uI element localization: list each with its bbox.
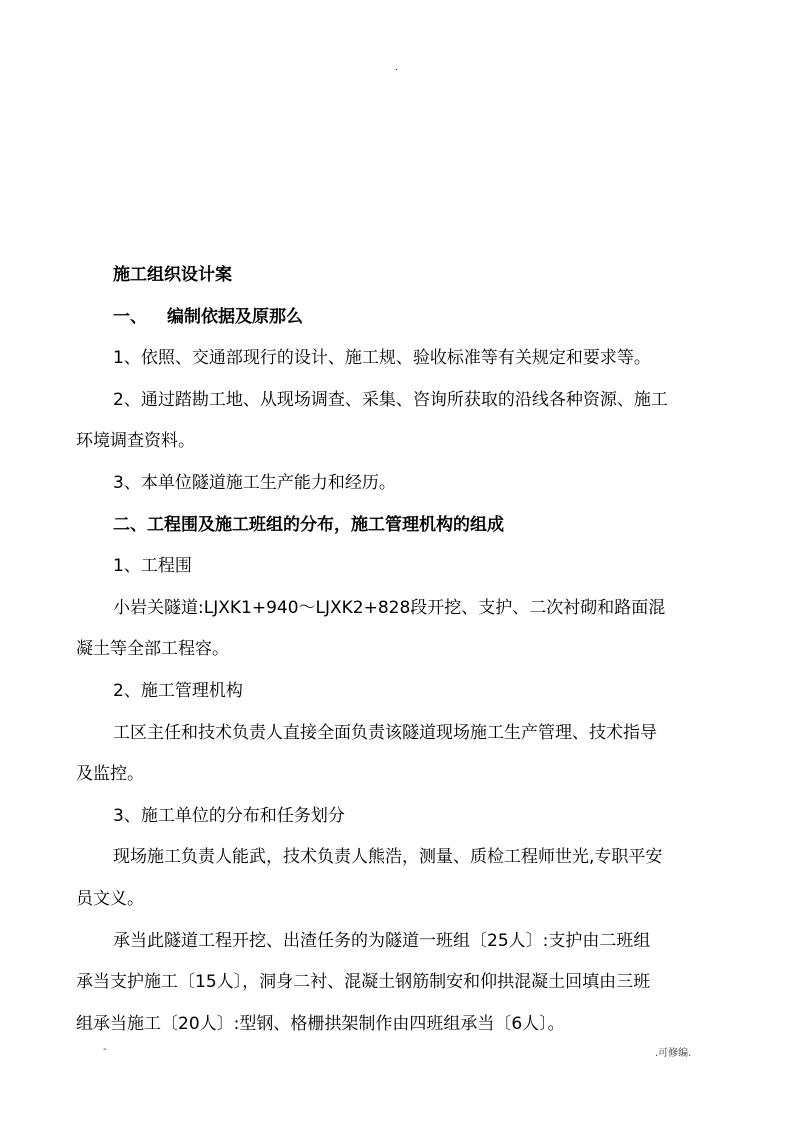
section2-heading: 二、工程围及施工班组的分布，施工管理机构的组成: [113, 514, 504, 535]
section1-item3: 3、本单位隧道施工生产能力和经历。: [113, 472, 396, 493]
document-body: [76, 255, 718, 1045]
header-mark: .: [395, 62, 399, 73]
document-title: 施工组织设计案: [113, 265, 232, 285]
section2-sub3-p1-line2: 员文义。: [76, 888, 144, 909]
section2-sub1-line1: 小岩关隧道:LJXK1+940～LJXK2+828段开挖、支护、二次衬砌和路面混: [113, 597, 666, 618]
section1-heading: [76, 297, 718, 339]
section2-sub1-line2: 凝土等全部工程容。: [76, 639, 229, 660]
section2-sub2-line1: 工区主任和技术负责人直接全面负责该隧道现场施工生产管理、技术指导: [113, 722, 657, 743]
section2-sub3-p1-line1: 现场施工负责人能武，技术负责人熊浩，测量、质检工程师世光,专职平安: [113, 847, 663, 868]
section2-sub3-p2-line1: 承当此隧道工程开挖、出渣任务的为隧道一班组〔25人〕:支护由二班组: [113, 930, 651, 951]
section1-heading-text: 编制依据及原那么: [167, 306, 303, 327]
section1-item1: 1、依照、交通部现行的设计、施工规、验收标准等有关规定和要求等。: [113, 348, 651, 369]
section2-sub2-line2: 及监控。: [76, 764, 144, 785]
section1-heading-number: 一、: [113, 306, 147, 327]
section2-sub3-p2-line2: 承当支护施工〔15人〕，洞身二衬、混凝土钢筋制安和仰拱混凝土回填由三班: [76, 972, 651, 993]
section2-sub3-title: 3、施工单位的分布和任务划分: [113, 805, 345, 826]
footer-right-mark: .可修编.: [655, 1048, 692, 1059]
section2-sub2-title: 2、施工管理机构: [113, 680, 243, 701]
section2-sub1-title: 1、工程围: [113, 556, 192, 577]
footer-left-mark: -: [103, 1044, 107, 1055]
section1-item2-line2: 环境调查资料。: [76, 431, 195, 452]
section1-item2-line1: 2、通过踏勘工地、从现场调查、采集、咨询所获取的沿线各种资源、施工: [113, 389, 668, 410]
section2-sub3-p2-line3: 组承当施工〔20人〕:型钢、格栅拱架制作由四班组承当〔6人〕。: [76, 1013, 565, 1034]
